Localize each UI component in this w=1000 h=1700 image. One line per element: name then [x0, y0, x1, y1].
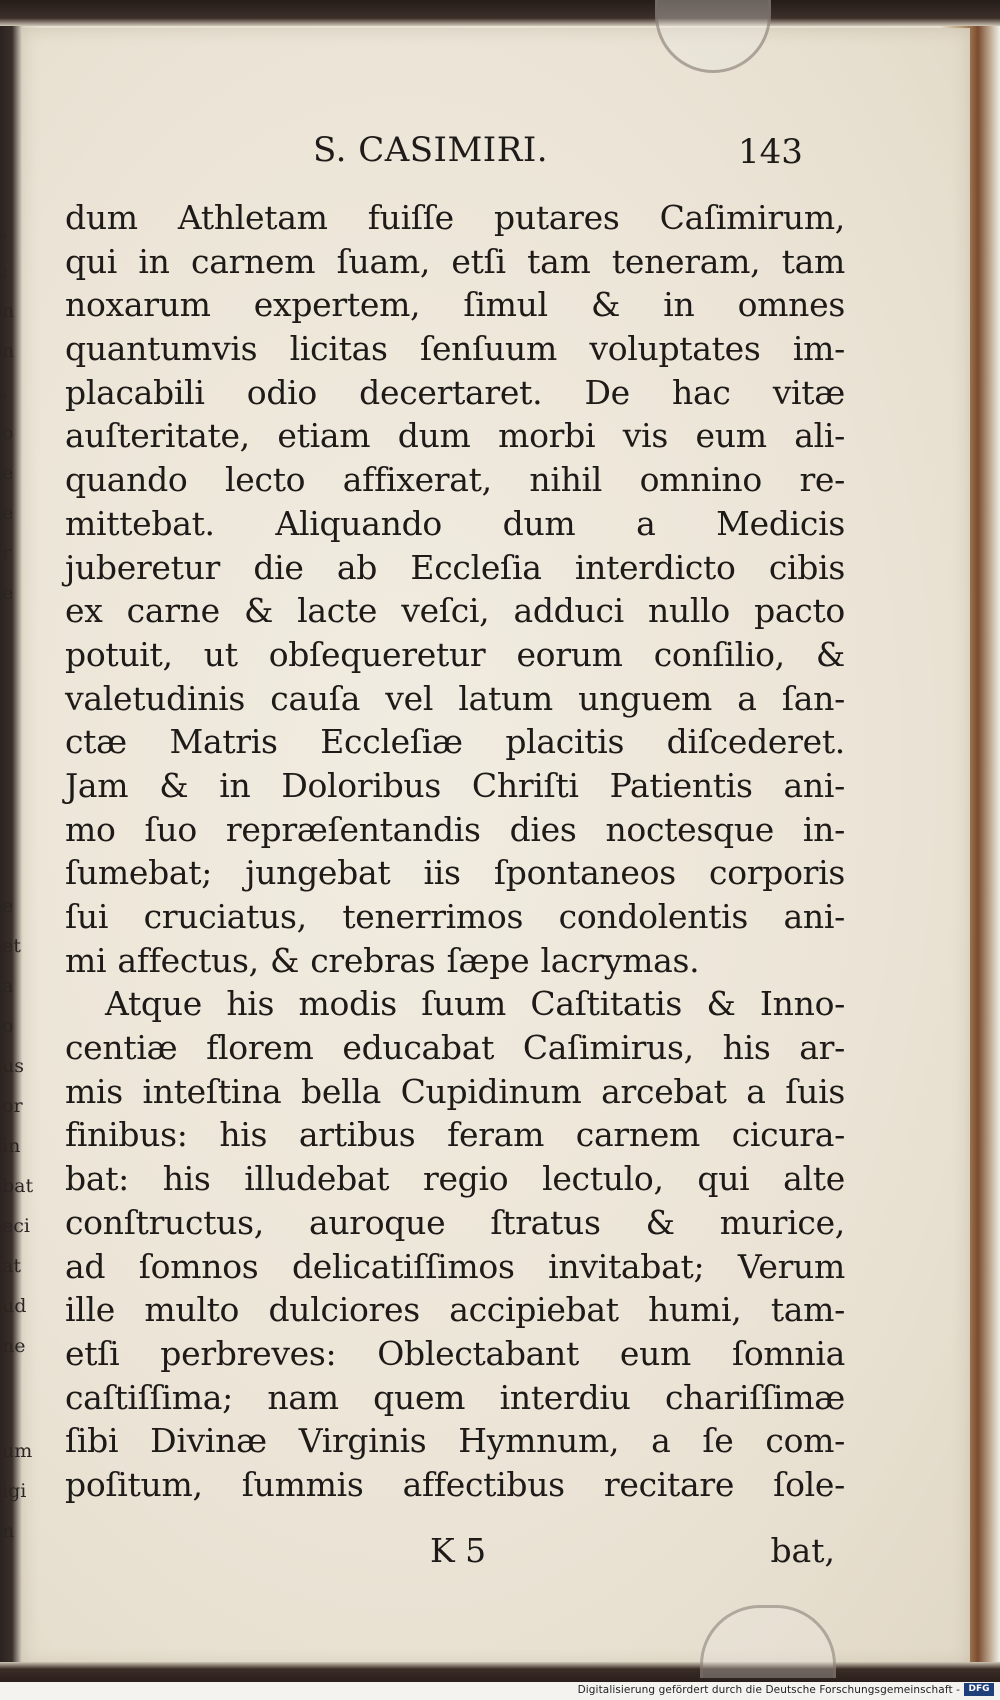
- text-line: conſtructus, auroque ſtratus & murice,: [65, 1202, 845, 1242]
- margin-fragment: n: [2, 340, 15, 362]
- text-line: ille multo dulciores accipiebat humi, tam-: [65, 1290, 845, 1330]
- margin-fragment: e: [2, 582, 14, 604]
- margin-fragment: ,: [2, 220, 9, 242]
- margin-fragment: igi: [2, 1480, 27, 1502]
- text-line: noxarum expertem, ſimul & in omnes: [65, 285, 845, 325]
- text-line: qui in carnem ſuam, etſi tam teneram, tam: [65, 241, 845, 281]
- text-line: potuit, ut obſequeretur eorum conſilio, &: [65, 634, 845, 674]
- text-line: auſteritate, etiam dum morbi vis eum ali-: [65, 416, 845, 456]
- margin-fragment: et: [2, 935, 21, 957]
- margin-fragment: n: [2, 300, 15, 322]
- margin-fragment: um: [2, 1440, 33, 1462]
- text-line: placabili odio decertaret. De hac vitæ: [65, 372, 845, 412]
- signature-mark: K 5: [430, 1531, 487, 1570]
- body-text: [65, 196, 845, 1507]
- text-line: mi affectus, & crebras ſæpe lacrymas.: [65, 940, 700, 980]
- margin-fragment: o: [2, 422, 14, 444]
- margin-fragment: r: [2, 542, 12, 564]
- text-line: ſibi Divinæ Virginis Hymnum, a ſe com-: [65, 1421, 845, 1461]
- text-line: etſi perbreves: Oblectabant eum ſomnia: [65, 1333, 845, 1373]
- margin-fragment: bat: [2, 1175, 34, 1197]
- text-line: caſtiſſima; nam quem interdiu chariſſimæ: [65, 1377, 845, 1417]
- text-line: quantumvis licitas ſenſuum voluptates im-: [65, 329, 845, 369]
- margin-fragment: ne: [2, 1335, 26, 1357]
- text-line: centiæ florem educabat Caſimirus, his ar-: [65, 1028, 845, 1068]
- text-line: ad ſomnos delicatiſſimos invitabat; Verum: [65, 1246, 845, 1286]
- text-line: finibus: his artibus feram carnem cicura-: [65, 1115, 845, 1155]
- margin-fragment: at: [2, 1255, 21, 1277]
- text-line: quando lecto affixerat, nihil omnino re-: [65, 460, 845, 500]
- text-line: Jam & in Doloribus Chriſti Patientis ani-: [65, 765, 845, 805]
- margin-fragment: e: [2, 895, 14, 917]
- text-line: ex carne & lacte veſci, adduci nullo pacto: [65, 591, 845, 631]
- text-line: poſitum, ſummis affectibus recitare ſole-: [65, 1464, 845, 1504]
- text-line: mo ſuo repræſentandis dies noctesque in-: [65, 809, 845, 849]
- margin-fragment: a: [2, 975, 14, 997]
- margin-fragment: ;: [2, 260, 9, 282]
- catchword: bat,: [770, 1531, 835, 1570]
- scan-bottom-edge: [0, 1662, 1000, 1682]
- margin-fragment: e: [2, 502, 14, 524]
- running-head-title: S. CASIMIRI.: [313, 130, 549, 170]
- margin-fragment: o: [2, 1015, 14, 1037]
- text-line: ctæ Matris Eccleſiæ placitis diſcederet.: [65, 722, 845, 762]
- page-number: 143: [738, 132, 803, 172]
- margin-fragment: in: [2, 1135, 21, 1157]
- text-line: mittebat. Aliquando dum a Medicis: [65, 503, 845, 543]
- margin-fragment: n: [2, 1520, 15, 1542]
- margin-fragment: eci: [2, 1215, 30, 1237]
- scan-top-edge: [0, 0, 1000, 26]
- text-line: mis inteſtina bella Cupidinum arcebat a ſuis: [65, 1071, 845, 1111]
- digitization-credit: Digitalisierung gefördert durch die Deutsche Forschungsgemeinschaft -: [577, 1684, 960, 1696]
- margin-fragment: us: [2, 1055, 24, 1077]
- margin-fragment: or: [2, 1095, 23, 1117]
- margin-fragment: ud: [2, 1295, 27, 1317]
- dfg-logo: DFG: [964, 1683, 994, 1696]
- text-line: dum Athletam fuiſſe putares Caſimirum,: [65, 198, 845, 237]
- margin-fragment: ,: [2, 380, 9, 402]
- margin-fragment: e: [2, 462, 14, 484]
- text-line: juberetur die ab Eccleſia interdicto cibis: [65, 547, 845, 587]
- text-line: bat: his illudebat regio lectulo, qui alte: [65, 1159, 845, 1199]
- text-line: valetudinis cauſa vel latum unguem a ſan-: [65, 678, 845, 718]
- text-line: ſumebat; jungebat iis ſpontaneos corporis: [65, 853, 845, 893]
- text-line: Atque his modis ſuum Caſtitatis & Inno-: [105, 984, 845, 1024]
- text-line: ſui cruciatus, tenerrimos condolentis ani-: [65, 897, 845, 936]
